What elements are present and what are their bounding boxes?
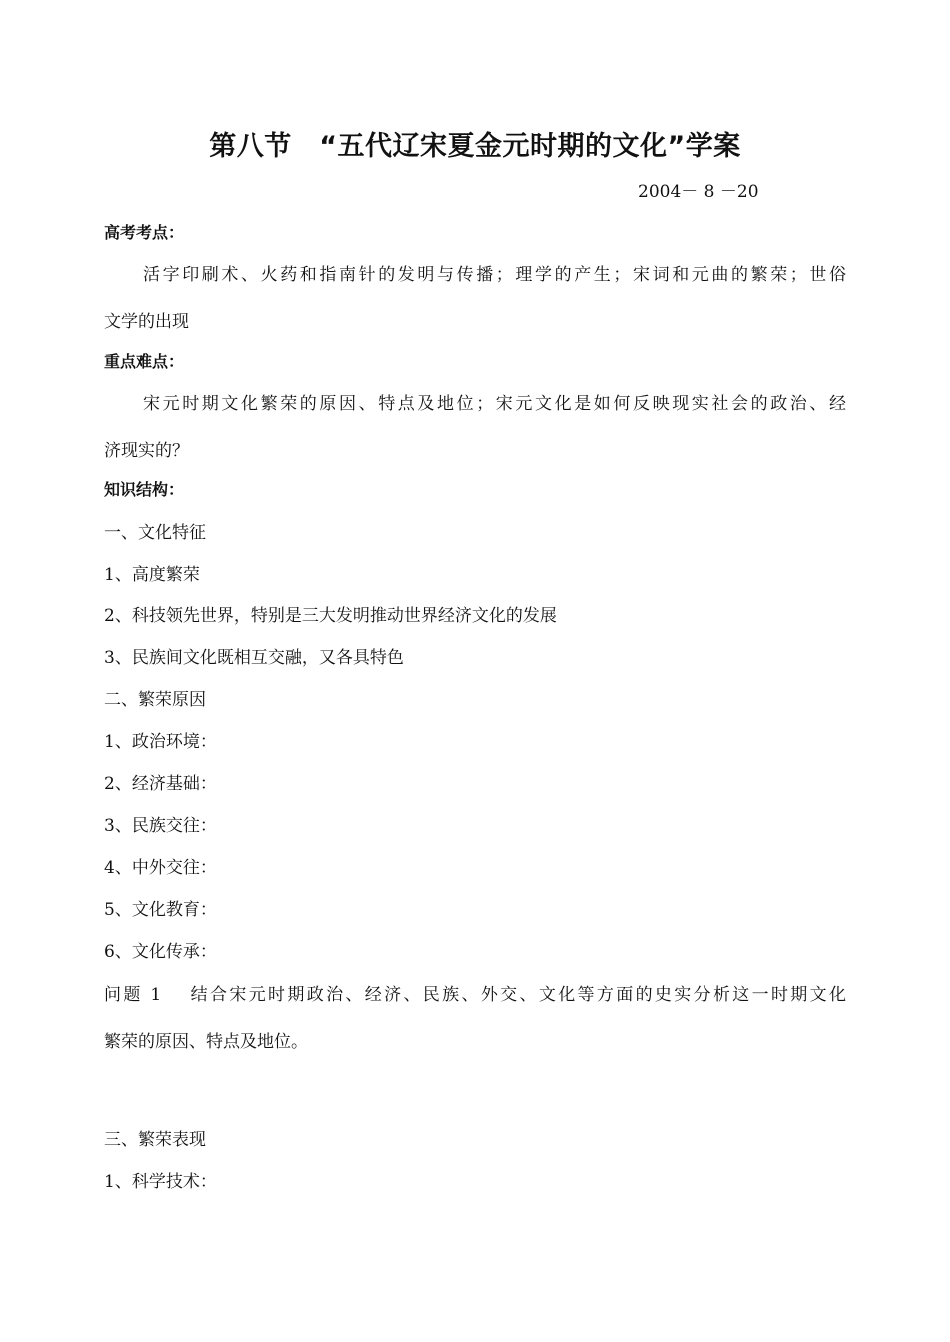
question1-line1: 问题 1 结合宋元时期政治、经济、民族、外交、文化等方面的史实分析这一时期文化 (104, 985, 846, 1005)
exam-points-heading: 高考考点： (104, 223, 185, 242)
key-points-text-line2: 济现实的？ (104, 441, 189, 461)
structure-heading: 知识结构： (104, 480, 185, 499)
section1-item-2: 2、科技领先世界，特别是三大发明推动世界经济文化的发展 (104, 606, 557, 626)
section2-title: 二、繁荣原因 (104, 690, 206, 710)
exam-points-text-line2: 文学的出现 (104, 312, 189, 332)
key-points-heading: 重点难点： (104, 352, 185, 371)
section3-item-1: 1、科学技术： (104, 1172, 217, 1192)
section3-title: 三、繁荣表现 (104, 1130, 206, 1150)
document-date: 2004－ 8 －20 (638, 182, 759, 202)
section1-item-3: 3、民族间文化既相互交融，又各具特色 (104, 648, 404, 668)
section2-item-1: 1、政治环境： (104, 732, 217, 752)
section2-item-2: 2、经济基础： (104, 774, 217, 794)
section1-item-1: 1、高度繁荣 (104, 565, 200, 585)
question1-line2: 繁荣的原因、特点及地位。 (104, 1032, 308, 1052)
section2-item-3: 3、民族交往： (104, 816, 217, 836)
key-points-text-line1: 宋元时期文化繁荣的原因、特点及地位；宋元文化是如何反映现实社会的政治、经 (143, 394, 846, 414)
exam-points-text-line1: 活字印刷术、火药和指南针的发明与传播；理学的产生；宋词和元曲的繁荣；世俗 (143, 265, 846, 285)
document-title: 第八节 “五代辽宋夏金元时期的文化”学案 (209, 131, 741, 162)
section1-title: 一、文化特征 (104, 523, 206, 543)
section2-item-4: 4、中外交往： (104, 858, 217, 878)
section2-item-6: 6、文化传承： (104, 942, 217, 962)
section2-item-5: 5、文化教育： (104, 900, 217, 920)
